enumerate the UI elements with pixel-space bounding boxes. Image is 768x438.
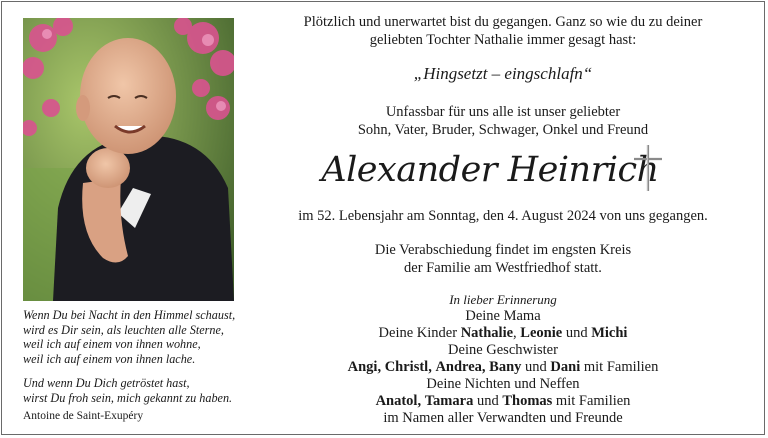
quote: „Hingsetzt – eingschlafn“ [413, 64, 593, 83]
mourner-siblings: Angi, Christl, Andrea, Bany und Dani mit Familien [347, 359, 659, 375]
portrait-photo [23, 18, 234, 301]
poem-line: weil ich auf einem von ihnen wohne, [23, 337, 201, 352]
mourner-closing: im Namen aller Verwandten und Freunde [383, 410, 623, 426]
intro-line-1: Plötzlich und unerwartet bist du gegangen. Ganz so wie du zu deiner [303, 14, 703, 30]
mourner-siblings-label: Deine Geschwister [448, 342, 558, 358]
poem-line: weil ich auf einem von ihnen lache. [23, 351, 196, 366]
poem-line: Und wenn Du Dich getröstet hast, [23, 376, 190, 391]
unfassbar-line-2: Sohn, Vater, Bruder, Schwager, Onkel und Freund [357, 122, 649, 138]
mourners-heading: In lieber Erinnerung [449, 292, 557, 307]
intro-line-2: geliebten Tochter Nathalie immer gesagt hast: [369, 32, 637, 48]
deceased-name: Alexander Heinrich [321, 150, 659, 190]
poem-line: Wenn Du bei Nacht in den Himmel schaust, [23, 308, 236, 322]
poem [23, 308, 253, 406]
mourner-mama: Deine Mama [465, 308, 541, 324]
cross-icon [630, 143, 666, 193]
unfassbar-line-1: Unfassbar für uns alle ist unser geliebter [385, 104, 621, 120]
poem-attribution: Antoine de Saint-Exupéry [23, 410, 144, 422]
mourner-nieces: Deine Nichten und Neffen [426, 376, 580, 392]
poem-line: wirst Du froh sein, mich gekannt zu haben. [23, 390, 233, 405]
mourner-children: Deine Kinder Nathalie, Leonie und Michi [378, 325, 628, 341]
poem-line: wird es Dir sein, als leuchten alle Sterne, [23, 322, 224, 337]
death-date-line: im 52. Lebensjahr am Sonntag, den 4. August 2024 von uns gegangen. [298, 208, 708, 224]
mourner-nieces-names: Anatol, Tamara und Thomas mit Familien [375, 393, 631, 409]
farewell-line-2: der Familie am Westfriedhof statt. [404, 260, 602, 276]
farewell-line-1: Die Verabschiedung findet im engsten Kreis [374, 242, 632, 258]
